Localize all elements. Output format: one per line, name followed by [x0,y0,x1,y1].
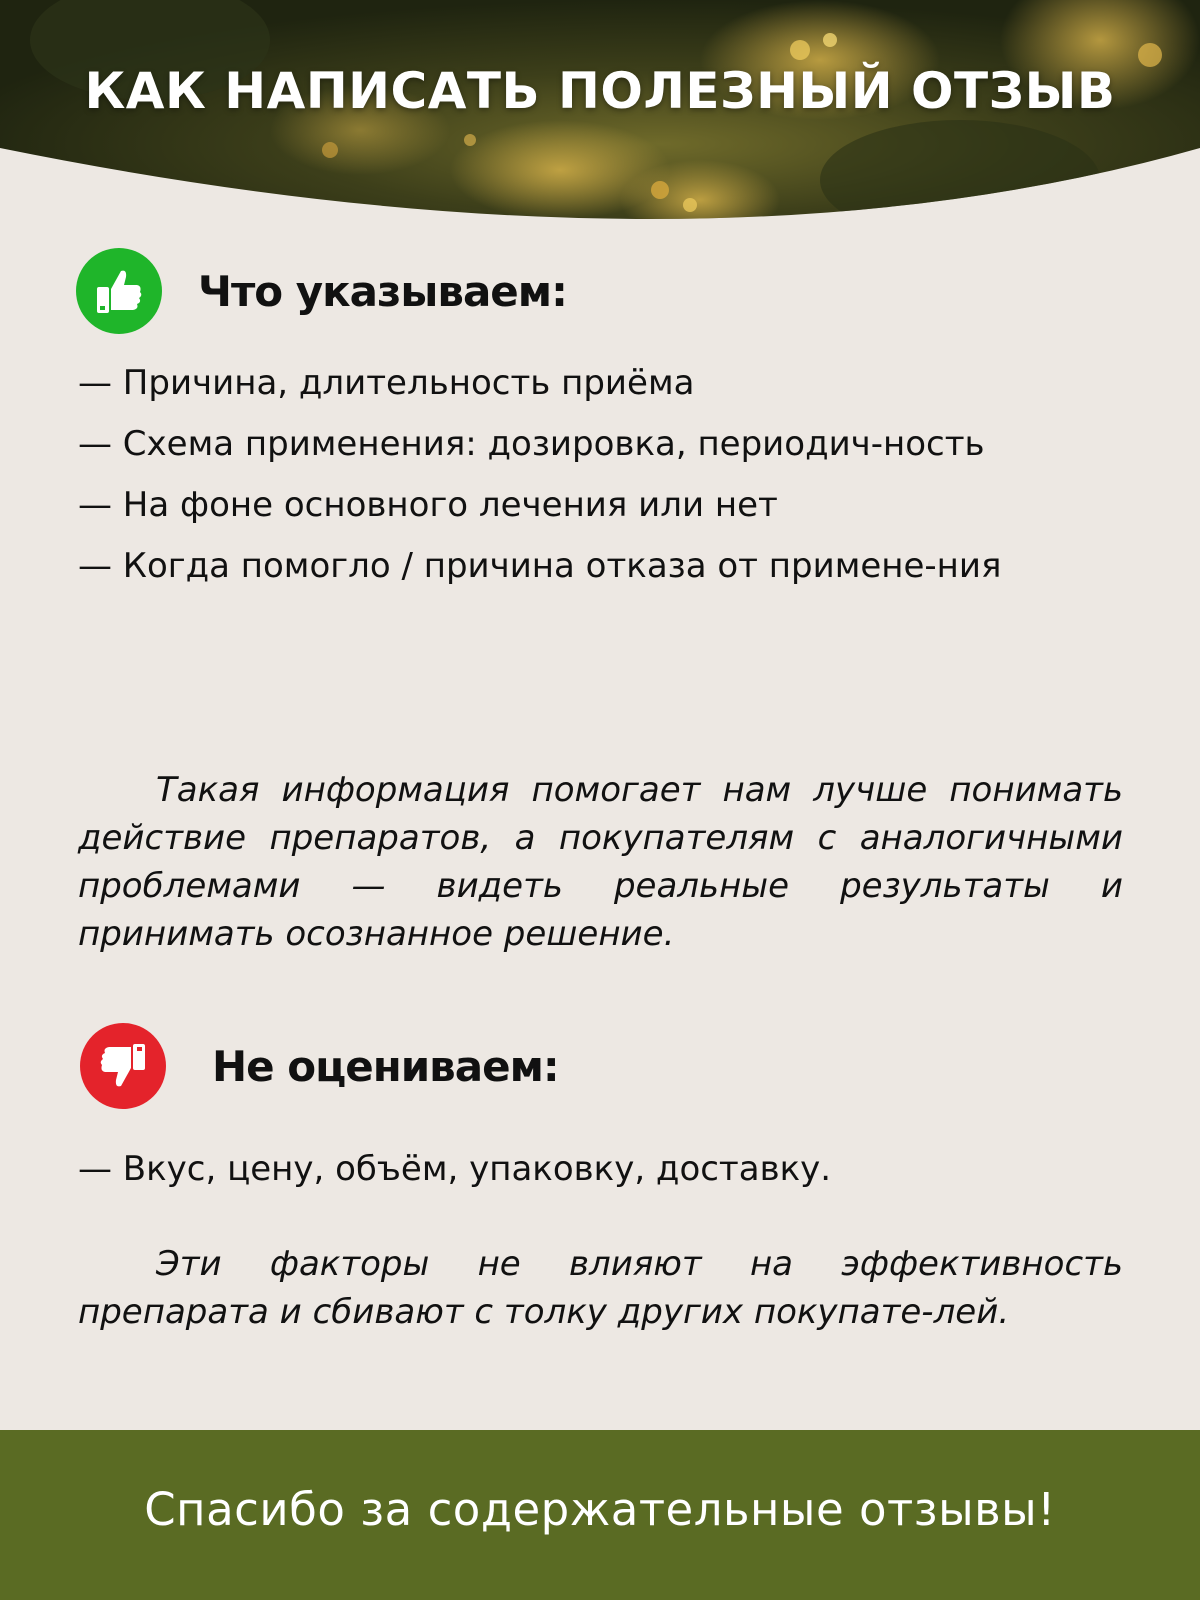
header-background-image [0,0,1200,240]
positive-section-title: Что указываем: [198,266,567,316]
thumbs-down-icon [80,1023,166,1109]
list-item: — Когда помогло / причина отказа от примене-ния [78,546,1002,586]
page-title: КАК НАПИСАТЬ ПОЛЕЗНЫЙ ОТЗЫВ [84,62,1116,120]
negative-note-text: Эти факторы не влияют на эффективность препарата и сбивают с толку других покупате-лей. [78,1244,1123,1332]
negative-list [78,1146,1123,1207]
positive-note [78,766,1123,958]
footer-text: Спасибо за содержательные отзывы! [144,1482,1056,1536]
positive-list [78,360,1123,604]
negative-section-header [80,1023,559,1109]
thumbs-up-icon [76,248,162,334]
list-item: — Причина, длительность приёма [78,363,695,403]
positive-note-text: Такая информация помогает нам лучше понимать действие препаратов, а покупателям с аналогичными проблемами — видеть реальные результаты и принимать осознанное решение. [78,770,1123,954]
list-item: — На фоне основного лечения или нет [78,485,778,525]
header-banner [0,0,1200,240]
negative-section-title: Не оцениваем: [212,1041,559,1091]
negative-note [78,1240,1123,1336]
footer-banner [0,1430,1200,1600]
list-item: — Вкус, цену, объём, упаковку, доставку. [78,1149,832,1189]
list-item: — Схема применения: дозировка, периодич-ность [78,424,985,464]
positive-section-header [76,248,567,334]
